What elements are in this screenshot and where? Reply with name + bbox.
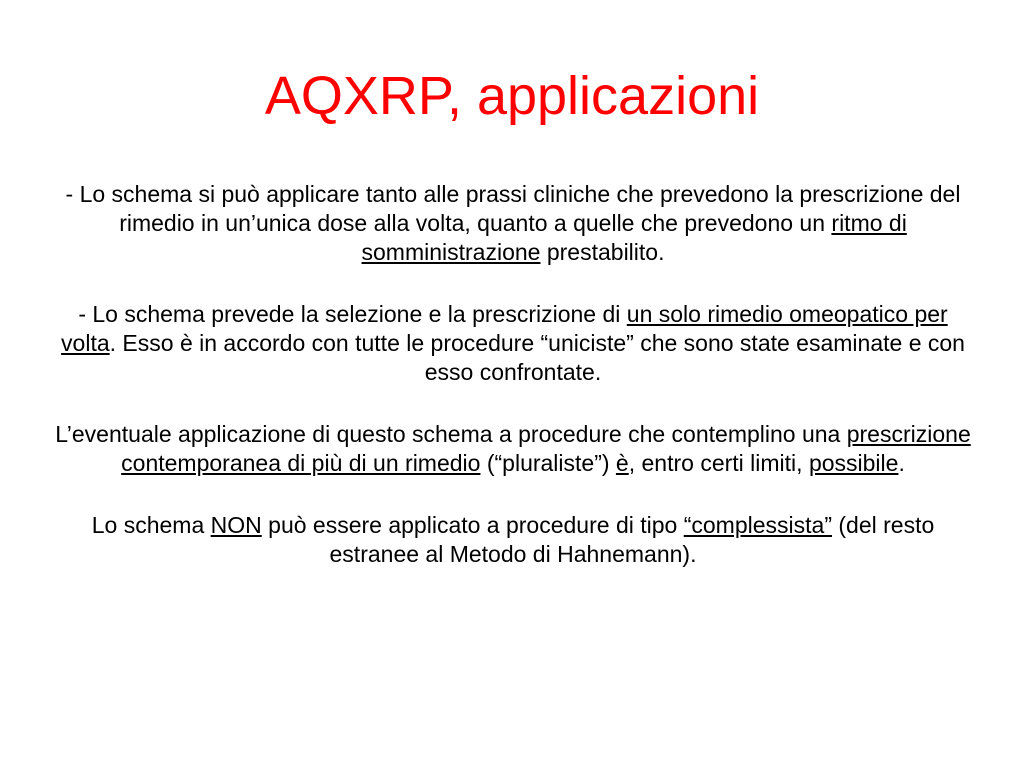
underlined-word: possibile: [808, 450, 899, 476]
paragraph-1: [50, 180, 976, 267]
paragraph-1-text-1: - Lo schema si può applicare tanto alle prassi cliniche che prevedono la prescrizione del rimedio in un’unica dose alla volta, quanto a quelle che prevedono un: [65, 181, 961, 236]
paragraph-2-text-2: . Esso è in accordo con tutte le procedure “uniciste” che sono state esaminate e con esso confrontate.: [109, 330, 965, 385]
paragraph-3-text-2: (“pluraliste”): [480, 450, 616, 476]
paragraph-4-text-1: Lo schema: [91, 512, 211, 538]
paragraph-2-text-1: - Lo schema prevede la selezione e la prescrizione di: [78, 301, 627, 327]
paragraph-4: [50, 511, 976, 569]
underlined-phrase: “complessista”: [683, 512, 832, 538]
underlined-word: NON: [210, 512, 262, 538]
paragraph-1-text-2: prestabilito.: [540, 239, 665, 265]
paragraph-3-text-3: , entro certi limiti,: [628, 450, 809, 476]
paragraph-3-text-4: .: [898, 450, 905, 476]
paragraph-3: [50, 420, 976, 478]
paragraph-2: [50, 300, 976, 387]
paragraph-3-text-1: L’eventuale applicazione di questo schema a procedure che contemplino una: [55, 421, 847, 447]
paragraph-4-text-3: (del resto estranee al Metodo di Hahnemann).: [329, 512, 935, 567]
slide-title: AQXRP, applicazioni: [264, 66, 760, 126]
paragraph-4-text-2: può essere applicato a procedure di tipo: [261, 512, 684, 538]
underlined-phrase: un solo rimedio omeopatico per volta: [61, 301, 948, 356]
underlined-phrase: ritmo di somministrazione: [361, 210, 907, 265]
slide-body: [50, 180, 976, 569]
underlined-phrase: prescrizione contemporanea di più di un rimedio: [121, 421, 971, 476]
underlined-word: è: [615, 450, 629, 476]
